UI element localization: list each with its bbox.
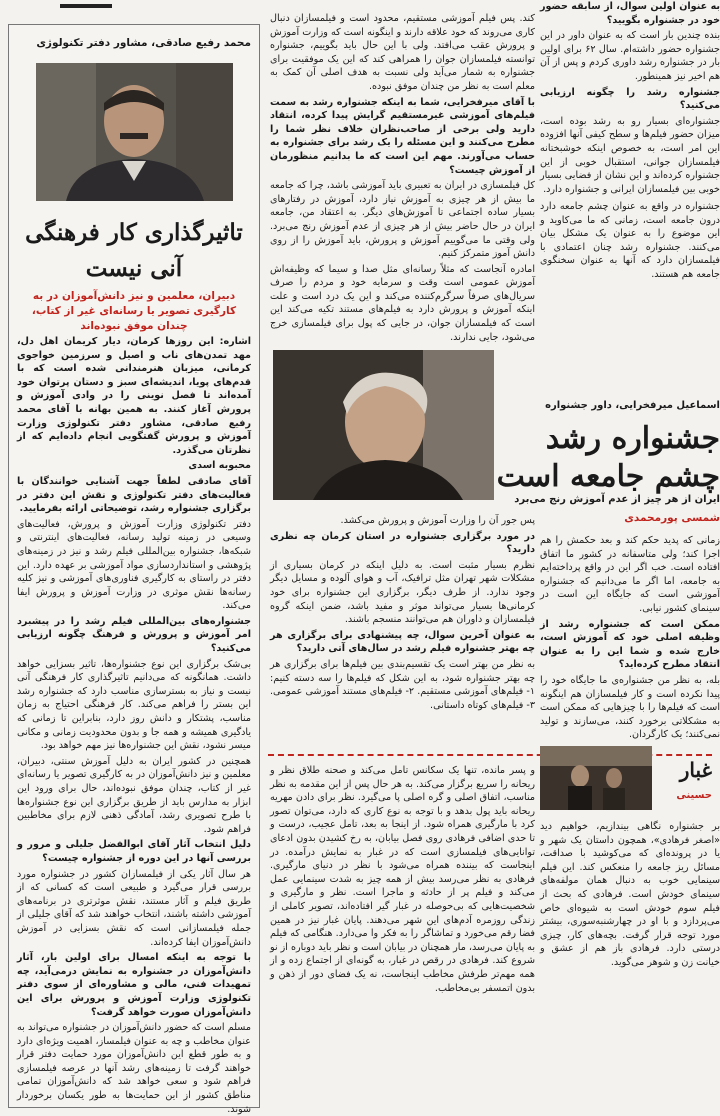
interview-body [17, 335, 251, 1115]
right-article-byline: شمسی پورمحمدی [624, 512, 720, 524]
interviewee-portrait [273, 350, 494, 500]
middle-b1: پس جور آن را وزارت آموزش و پرورش می‌کشد. [340, 515, 535, 526]
portrait-illustration [36, 63, 233, 201]
film-review-body [270, 764, 535, 1109]
right-article-name: اسماعیل میرفخرایی، داور جشنواره [545, 400, 720, 411]
author-photo [36, 63, 233, 201]
right-answer-2: جشنواره‌ای بسیار رو به رشد بوده است، میزان حضور فیلم‌ها و سطح کیفی آنها افزوده این امر است، به خصوص اینکه خوشبختانه فیلمسازان جوانی، استقبال خوبی از این جشنواره کرده‌اند و این نشان از فضایی بسیار خوبی بین فیلمسازان ایرانی و جشنواره دارد. [540, 115, 720, 195]
answer-1: دفتر تکنولوژی وزارت آموزش و پرورش، فعالیت‌های وسیعی در زمینه تولید رسانه، فعالیت‌های اینترنتی و شبکه‌ها، جشنواره بین‌المللی فیلم رشد و نیز در زمینه‌های پژوهشی و استانداردسازی مواد آموزشی بر عهده دارد. این دفتر در راستای به کارگیری فناوری‌های آموزشی و نیز کلیه رسانه‌ها نقش موثری در وزارت آموزش و پرورش ایفا می‌کند. [17, 518, 251, 612]
middle-column-top [270, 12, 535, 344]
answer-4: مسلم است که حضور دانش‌آموزان در جشنواره می‌تواند به عنوان مخاطب و چه به عنوان فیلمساز، اهمیت ویژه‌ای دارد و به طور قطع این دانش‌آموزان مورد حمایت دفتر قرار خواهند گرفت تا زمینه‌های رشد آنها در عرصه فیلمسازی فراهم شود و سعی خواهد شد که دانش‌آموزان تمامی مناطق کشور از این حمایت‌ها به طور یکسان برخوردار شوند. [17, 1022, 251, 1115]
middle-answer-3: به نظر من بهتر است یک تقسیم‌بندی بین فیلم‌ها برای برگزاری هر چه بهتر جشنواره شود، به این شکل که فیلم‌ها را سه دسته کنیم: ۱- فیلم‌های آموزشی مستقیم. ۲- فیلم‌های مستند آموزشی عمومی. ۳- فیلم‌های کوتاه داستانی. [270, 658, 535, 711]
middle-answer-1: کل فیلمسازی در ایران به تعبیری باید آموزشی باشد، چرا که جامعه ما بیش از هر چیزی به آموزش نیاز دارد، آموزش در رفتارهای بسیار ساده اجتماعی تا آموزش‌های دیگر. به اعتقاد من، جامعه ایران در حال حاضر بیش از هر چیزی از عدم آموزش رنج می‌برد. ولی وقتی ما می‌گوییم آموزش و پرورش، باید آموزش را از روی دانش آموز متمرکز کنیم. [270, 180, 535, 260]
middle-question-3: به عنوان آخرین سوال، چه پیشنهادی برای برگزاری هر چه بهتر جشنواره فیلم رشد در سال‌های آتی دارید؟ [270, 629, 535, 655]
middle-question-1: با آقای میرفخرایی، شما به اینکه جشنواره رشد به سمت فیلم‌های آموزشی غیرمستقیم گرایش پیدا کرده، انتقاد دارید ولی برخی از صاحب‌نظران خلاف نظر شما را مطرح می‌کنند و این مسئله را یک رشد برای جشنواره به حساب می‌آورند. مهم این است که ما بدانیم منظورمان از آموزش چیست؟ [270, 96, 535, 176]
right-article-headline [496, 420, 720, 496]
interview-lead: دبیران، معلمین و نیز دانش‌آموزان در به کارگیری تصویر یا رسانه‌ای غیر از کتاب، چندان موفق نبوده‌اند [31, 290, 237, 332]
interview-box [8, 24, 260, 1115]
interviewer-name: محبوبه اسدی [188, 460, 251, 472]
interviewee-photo [273, 350, 494, 500]
right-column-top [540, 0, 720, 200]
intro-paragraph: اشاره: این روزها کرمان، دیار کریمان اهل دل، مهد تمدن‌های ناب و اصیل و سرزمین خواجوی کرمانی، میزبان هنرمندانی شده است که با قدم‌های پویا، اندیشه‌ای سبز و دستان پرتوان خود آمده‌اند تا فصل نوینی را در وادی آموزش و پرورش آغاز کنند. به همین بهانه با آقای محمد رفیع صادقی، مشاور دفتر تکنولوژی وزارت آموزش و پرورش گفتگویی انجام داده‌ایم که از نظرتان می‌گذرد. [17, 336, 251, 456]
middle-paragraph-1: کند. پس فیلم آموزشی مستقیم، محدود است و فیلمسازان دنبال کاری می‌روند که خود علاقه دارند و اینگونه است که وزارت آموزش و پرورش عقب می‌افتد. ولی با این حال باید بگوییم، جشنواره توانسته فیلمسازان جوان را همراهی کند که این یک موفقیت برای جشنواره به شمار می‌آید ولی نسبت به هدف اصلی آن کمک به معلم است به نظر من چندان موفق نبوده. [270, 13, 535, 92]
right-question-3: ممکن است که جشنواره رشد از وظیفه اصلی خود که آموزش است، خارج شده و شما این را به عنوان انتقاد مطرح کرده‌اید؟ [540, 618, 720, 671]
answer-2b: همچنین در کشور ایران به دلیل آموزش سنتی، دبیران، معلمین و نیز دانش‌آموزان در به کارگیری تصویر یا رسانه‌ای غیر از کتاب، چندان موفق نبوده‌اند، حال برای ورود این ابزار به مدارس باید از طریق برگزاری این نوع جشنواره‌ها با طرح تصویری رشد، آمادگی ذهنی لازم برای مخاطبین فراهم شود. [17, 755, 251, 835]
question-3: دلیل انتخاب آثار آقای ابوالفضل جلیلی و مرور و بررسی آنها در این دوره از جشنواره چیست؟ [17, 839, 251, 864]
film-review-right-column [540, 820, 720, 1108]
question-4: با توجه به اینکه امسال برای اولین بار، آثار دانش‌آموزان در جشنواره به نمایش درمی‌آید، چه تمهیدات فنی، مالی و مشاوره‌ای از سوی دفتر تکنولوژی وزارت آموزش و پرورش برای این دانش‌آموزان صورت خواهد گرفت؟ [17, 952, 251, 1018]
right-answer-4: زمانی که پدید حکم کند و بعد حکمش را هم اجرا کند؛ ولی متاسفانه در کشور ما اتفاق افتاده است. خب اگر این در واقع پرداخته‌ایم به جامعه، اما اگر ما می‌دانیم که جشنواره آموزشی است که جایگاه این است در سینمای کشور نیابی. [540, 535, 720, 614]
film-still-illustration [540, 746, 652, 810]
film-still-photo [540, 746, 652, 810]
right-answer-3: جشنواره در واقع به عنوان چشم جامعه دارد درون جامعه است، زمانی که ما می‌کاوید و این موضوع را به عنوان یک مشکل بیان می‌کنند. جشنواره رشد چنان اعتمادی با فیلمسازان دارد که آنها به عنوان سخنگوی جامعه هم هستند. [540, 201, 720, 280]
film-review-byline: حسینی [676, 790, 712, 801]
right-answer-5: بله، به نظر من جشنواره‌ی ما جایگاه خود را پیدا نکرده است و کار فیلمسازان هم اینگونه است که فیلم‌ها را با چیزهایی که ممکن است به مشکلاتی برخورد کنند، می‌سازند و تولید نمی‌کنند؛ یک کارگردان. [540, 674, 720, 741]
middle-column-bottom [270, 514, 535, 750]
right-headline-line-1: جشنواره رشد [545, 421, 720, 456]
film-review-right-text: بر جشنواره نگاهی بیندازیم، خواهیم دید «اصغر فرهادی»، همچون داستان‌ یک شهر و یا در پرونده‌ای که می‌کوشید با صداقت، مسائل ریز جامعه را منعکس کند. این فیلم سینمایی خوب به دنبال همان مولفه‌های سینمای خودش است. فرهادی که بحث از فیلم‌ سوم خودش است به شیوه‌ای خاص می‌پردازد و با او در چهارشنبه‌سوری، بیشتر مورد توجه قرار گرفت. بچه‌های کار، چیزی درستی دارد. فرهادی باز هم از عشق و خیانت زن و شوهر می‌گوید. [540, 821, 720, 968]
middle-answer-1b: امادره آنجاست که مثلاً رسانه‌ای مثل صدا و سیما که وظیفه‌اش آموزش عمومی است وقت و سرمایه خود و مردم را صرف سریال‌های صرفاً سرگرم‌کننده می‌کند و این یک درد است و علت اینکه آموزش و پرورش دارد به فیلم‌های مستند تکیه می‌کند این است که فیلمسازان جوان، در جایی که پول برای فیلمسازی خرج می‌شود، جایی ندارند. [270, 263, 535, 343]
right-column-body [540, 534, 720, 744]
headline-line-2: آنی نیست [85, 255, 183, 282]
interview-headline [9, 215, 259, 287]
answer-2: بی‌شک برگزاری این نوع جشنواره‌ها، تاثیر بسزایی خواهد داشت. همانگونه که می‌دانیم تاثیرگذاری کار فرهنگی آنی نیست و نیاز به بسترسازی مناسب دارد که جشنواره رشد این بستر را فراهم می‌کند. کار فرهنگی احتیاج به زمان مناسب، پشتکار و دانش روز دارد، بنابراین تا زمانی که یادگیری همیشه و همه جا و بدون محدودیت زمانی و مکانی میسر نشود، نقش این جشنواره‌ها نیز مهم خواهد بود. [17, 658, 251, 752]
question-1: آقای صادقی لطفاً جهت آشنایی خوانندگان با فعالیت‌های دفتر تکنولوژی و نقش این دفتر در برگزاری جشنواره رشد، توضیحاتی ارائه بفرمایید. [17, 475, 251, 515]
middle-answer-2: نظرم بسیار مثبت است. به دلیل اینکه در کرمان بسیاری از مشکلات شهر تهران مثل ترافیک، آب و هوای آلوده و مسایل دیگر وجود ندارد. از طرف دیگر، برگزاری این جشنواره برای خود کرمانی‌ها بسیار می‌تواند موثر و مفید باشد، ضمن اینکه گروه فیلمسازان و داوران هم می‌توانند منسجم باشند. [270, 559, 535, 626]
right-question-2: جشنواره رشد را چگونه ارزیابی می‌کنید؟ [540, 86, 720, 112]
question-2: جشنواره‌های بین‌المللی فیلم رشد را در پیشبرد امر آموزش و پرورش و فرهنگ چگونه ارزیابی می‌کنید؟ [17, 615, 251, 655]
film-review-title: غبار [679, 758, 712, 782]
right-headline-line-2: چشم جامعه است [496, 459, 720, 494]
right-column-middle [540, 200, 720, 390]
right-question-1: به عنوان اولین سوال، از سابقه حضور خود در جشنواره بگویید؟ [540, 1, 720, 26]
right-answer-1: بنده چندین بار است که به عنوان داور در این جشنواره حضور داشته‌ام. سال ۶۲ برای اولین بار در جشنواره رشد داوری کردم و پس از آن هم اخیر نیز همینطور. [540, 30, 720, 82]
top-rule [60, 4, 112, 8]
headline-line-1: تاثیرگذاری کار فرهنگی [25, 219, 243, 246]
film-review-text: و پسر مانده، تنها یک سکانس تامل می‌کند و صحنه طلاق نظر و ریحانه را سریع برگزار می‌کند. به هر حال پس از این مقدمه به نظر مناسب، اتفاق اصلی و گره اصلی پا می‌گیرد. نظر برای دادن مهریه ریحانه باید پول بدهد و با توجه به نوع کاری که دارد، می‌توان تصور کرد با مارگیری همراه شود. از اینجا به بعد، تامل عجیب، درست و تا حدی اضافی فرهادی روی فصل بیابان، به رخ کشیدن بدون ادعای توانایی‌های فیلمسازی است که در غبار به نمایش درآمده. در اینجاست که بیننده همراه می‌شود با نظر در دنیای مارگیری. فرهادی به نظر می‌رسد بیش از همه چیز به شدت سینمایی عمل می‌کند و فیلم پر از حادثه و ماجرا است. نظر و مارگیری و شخصیت‌هایی که بی‌حوصله در غبار گیر افتاده‌اند، تصویر کاملی از زندگی روزمره آدم‌های این شهر می‌دهند. پایان غبار نیز در همین فضا رقم می‌خورد و تماشاگر را به فکر وا می‌دارد. هنگامی که فیلم به پایان می‌رسد، مار همچنان در بیابان است و نظر باید دوباره از نو شروع کند. فرهادی در رقص در غبار، به گونه‌ای از اجتماع زده و از همه مهم‌تر طرفش مخاطب اینجاست، نه یک فضای دور از ذهن و بدون اتمسفر بی‌مخاطب. [270, 765, 535, 994]
author-caption: محمد رفیع صادقی، مشاور دفتر تکنولوژی [36, 37, 251, 49]
answer-3: هر سال آثار یکی از فیلمسازان کشور در جشنواره مورد بررسی قرار می‌گیرد و طبیعی است که کسانی که از طریق فیلم و آثار مستند، نقش موثرتری در برنامه‌های آموزشی داشته باشند، انتخاب خواهند شد که آقای جلیلی از جمله فیلمسازانی است که نقش بسزایی در آموزش دانش‌آموزان ایفا کرده‌اند. [17, 868, 251, 948]
right-article-subtitle: ایران از هر چیز از عدم آموزش رنج می‌برد [514, 494, 720, 505]
middle-question-2: در مورد برگزاری جشنواره در استان کرمان چه نظری دارید؟ [270, 530, 535, 556]
